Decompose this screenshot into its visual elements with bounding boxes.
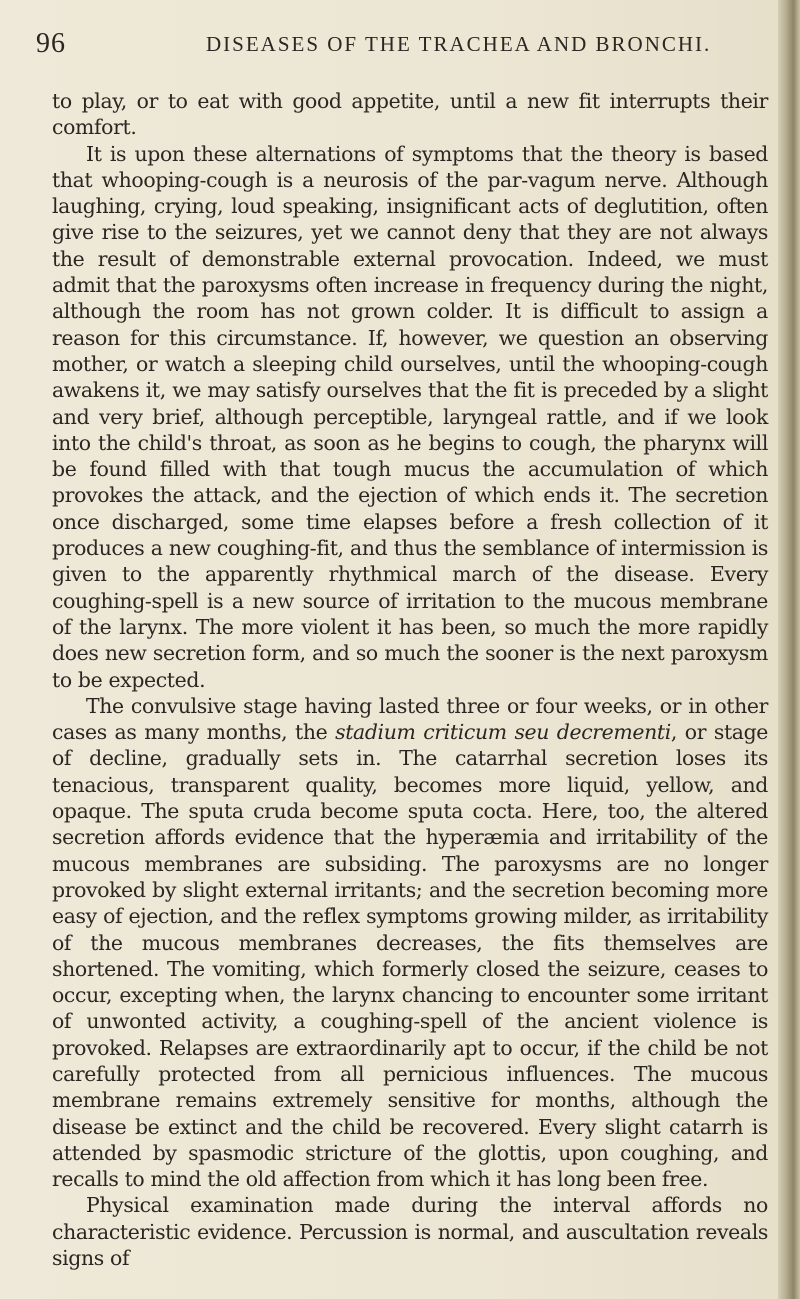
paragraph-physical-examination: Physical examination made during the interval affords no characteristic evidence. Percussion is normal, and auscultation reveals signs of [52,1193,768,1271]
page-edge [778,0,800,1299]
paragraph-text: , or stage of decline, gradually sets in. The catarrhal secretion loses its tenacious, transparent quality, becomes more liquid, yellow, and opaque. The sputa cruda become sputa cocta. Here, too, the altered secretion affords evidence that the hyperæmia and irritability of the mucous membranes are subsiding. The paroxysms are no longer provoked by slight external irritants; and the secretion becoming more easy of ejection, and the reflex symptoms growing milder, as irritability of the mucous membranes decreases, the fits themselves are shortened. The vomiting, which formerly closed the seizure, ceases to occur, excepting when, the larynx chancing to encounter some irritant of unwonted activity, a coughing-spell of the ancient violence is provoked. Relapses are extraordinarily apt to occur, if the child be not carefully protected from all pernicious influences. The mucous membrane remains extremely sensitive for months, although the disease be extinct and the child be recovered. Every slight catarrh is attended by spasmodic stricture of the glottis, upon coughing, and recalls to mind the old affection from which it has long been free. [52,720,769,1192]
latin-term: stadium criticum seu decrementi [335,720,671,745]
paragraph-text: The convulsive stage having lasted three or four weeks, or in other cases as many months, the [52,693,768,745]
paragraph-neurosis-theory: It is upon these alternations of symptoms that the theory is based that whooping-cough is a neurosis of the par-vagum nerve. Although laughing, crying, loud speaking, insignificant acts of deglutition, often give rise to the seizures, yet we cannot deny that they are not always the result of demonstrable external provocation. Indeed, we must admit that the paroxysms often increase in frequency during the night, although the room has not grown colder. It is difficult to assign a reason for this circumstance. If, however, we question an observing mother, or watch a sleeping child ourselves, until the whooping-cough awakens it, we may satisfy ourselves that the fit is preceded by a slight and very brief, although perceptible, laryngeal rattle, and if we look into the child's throat, as soon as he begins to cough, the pharynx will be found filled with that tough mucus the accumulation of which provokes the attack, and the ejection of which ends it. The secretion once discharged, some time elapses before a fresh collection of it produces a new coughing-fit, and thus the semblance of intermission is given to the apparently rhythmical march of the disease. Every coughing-spell is a new source of irritation to the mucous membrane of the larynx. The more violent it has been, so much the more rapidly does new secretion form, and so much the sooner is the next paroxysm to be expected. [52,141,768,692]
paragraph-continued: to play, or to eat with good appetite, until a new fit interrupts their comfort. [52,89,768,140]
paragraph-stage-of-decline [52,693,768,1193]
body-text [52,88,768,1271]
running-head: DISEASES OF THE TRACHEA AND BRONCHI. [206,32,712,56]
page-header [36,28,776,68]
page-number: 96 [36,28,66,59]
